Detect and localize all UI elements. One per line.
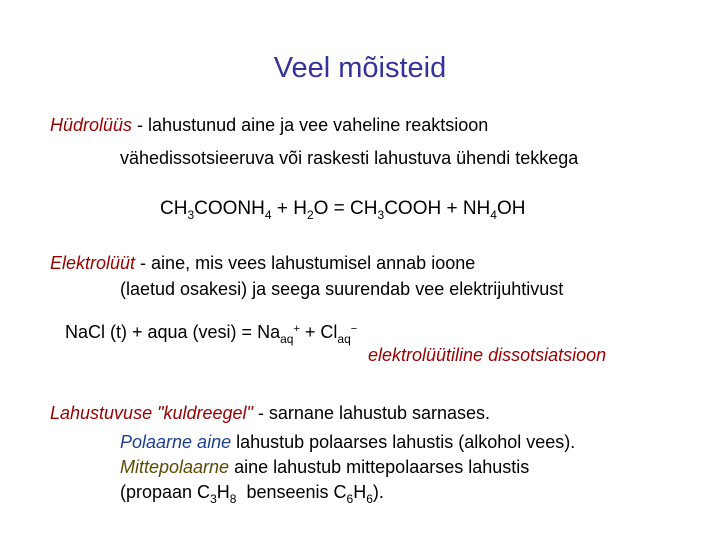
electrolyte-equation xyxy=(65,321,358,346)
hydrolysis-equation xyxy=(160,198,525,220)
polar-line xyxy=(120,431,575,453)
electrolyte-caption: elektrolüütiline dissotsiatsioon xyxy=(368,345,607,365)
eq-text: (propaan C xyxy=(120,482,211,502)
eq-subscript: 4 xyxy=(264,208,272,222)
polar-term: Polaarne aine xyxy=(120,432,232,452)
electrolyte-definition: - aine, mis vees lahustumisel annab ioone xyxy=(135,253,476,273)
polar-rest: lahustub polaarses lahustis (alkohol vees). xyxy=(231,432,576,452)
hydrolysis-term: Hüdrolüüs xyxy=(50,115,133,135)
electrolyte-definition-cont: (laetud osakesi) ja seega suurendab vee elektrijuhtivust xyxy=(120,279,564,299)
eq-text: COONH xyxy=(194,198,265,219)
eq-subscript: 4 xyxy=(490,208,497,222)
electrolyte-definition-line xyxy=(50,252,475,274)
eq-text: H xyxy=(216,482,230,502)
eq-text: + H xyxy=(271,198,307,219)
solubility-term: Lahustuvuse "kuldreegel" xyxy=(50,403,253,423)
eq-subscript: 6 xyxy=(366,492,373,506)
eq-subscript: 3 xyxy=(187,208,195,222)
eq-text: + Cl xyxy=(299,322,338,342)
eq-subscript: 3 xyxy=(377,208,385,222)
eq-subscript: 2 xyxy=(306,208,314,222)
nonpolar-term: Mittepolaarne xyxy=(120,457,230,477)
eq-text: ). xyxy=(372,482,384,502)
eq-text: NaCl (t) + aqua (vesi) = Na xyxy=(65,322,281,342)
eq-superscript: − xyxy=(350,323,358,335)
hydrolysis-definition-line xyxy=(50,114,488,136)
eq-text: benseenis C xyxy=(236,482,347,502)
eq-subscript: 8 xyxy=(229,492,237,506)
solubility-rest: - sarnane lahustub sarnases. xyxy=(252,403,491,423)
slide-title: Veel mõisteid xyxy=(273,52,447,84)
hydrolysis-note: vähedissotsieeruva või raskesti lahustuva ühendi tekkega xyxy=(120,148,579,168)
solubility-rule-line xyxy=(50,402,490,424)
nonpolar-line xyxy=(120,456,529,478)
eq-subscript: aq xyxy=(337,332,351,346)
electrolyte-term: Elektrolüüt xyxy=(50,253,136,273)
eq-text: COOH + NH xyxy=(384,198,491,219)
nonpolar-rest: aine lahustub mittepolaarses lahustis xyxy=(229,457,530,477)
eq-text: H xyxy=(353,482,367,502)
hydrolysis-definition: - lahustunud aine ja vee vaheline reaktsioon xyxy=(132,115,489,135)
eq-subscript: 3 xyxy=(210,492,217,506)
eq-superscript: + xyxy=(293,323,300,335)
eq-subscript: 6 xyxy=(346,492,354,506)
nonpolar-example xyxy=(120,481,384,506)
eq-text: O = CH xyxy=(313,198,378,219)
eq-text: CH xyxy=(160,198,188,219)
eq-text: OH xyxy=(496,198,526,219)
eq-subscript: aq xyxy=(280,332,294,346)
